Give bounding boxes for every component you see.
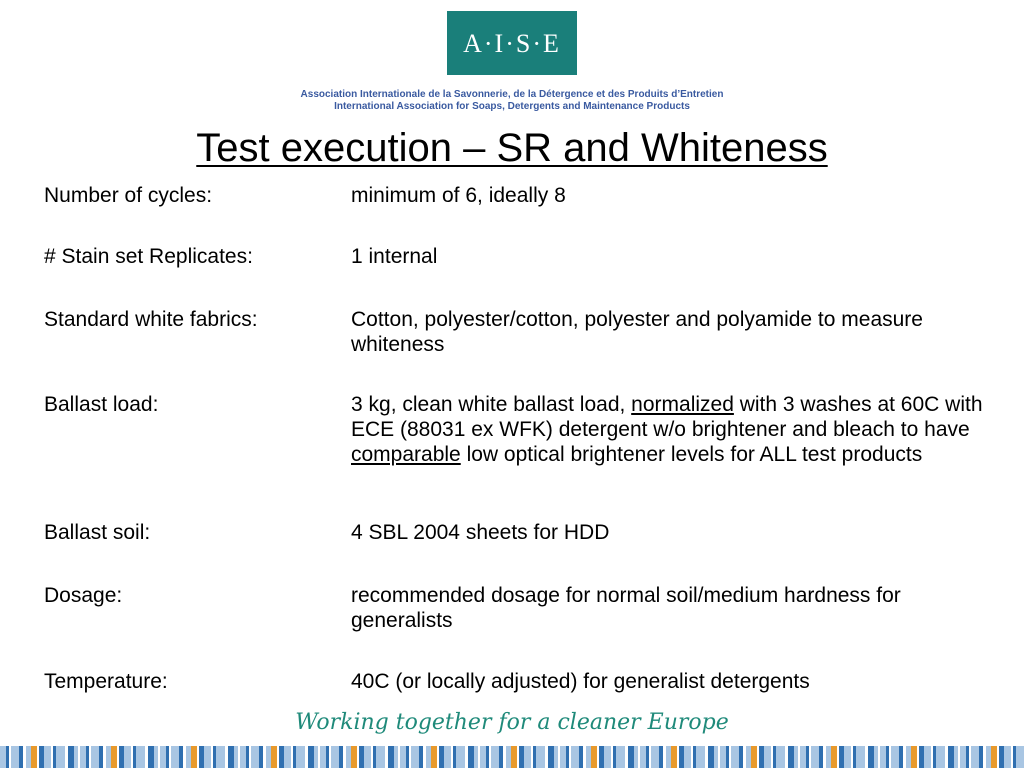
row-label: Ballast soil:: [44, 521, 151, 544]
row-value: 1 internal: [351, 245, 438, 268]
row-value: 4 SBL 2004 sheets for HDD: [351, 521, 610, 544]
aise-logo: [447, 11, 577, 75]
row-label: Ballast load:: [44, 393, 159, 416]
slide-title: Test execution – SR and Whiteness: [196, 126, 828, 170]
slogan: Working together for a cleaner Europe: [295, 710, 729, 735]
decorative-stripe-band: [0, 746, 1024, 768]
association-name-french: Association Internationale de la Savonnerie, de la Détergence et des Produits d’Entretien: [300, 89, 724, 100]
row-value: recommended dosage for normal soil/medium hardness for generalists: [351, 584, 901, 632]
row-label: Standard white fabrics:: [44, 308, 258, 331]
underlined-term-normalized: normalized: [631, 393, 734, 416]
row-label: Dosage:: [44, 584, 123, 607]
row-value: 3 kg, clean white ballast load, normalized with 3 washes at 60C with ECE (88031 ex WFK) detergent w/o brightener and bleach to have comparable low optical brightener levels for ALL test products: [351, 393, 983, 466]
underlined-term-comparable: comparable: [351, 443, 461, 466]
row-value: 40C (or locally adjusted) for generalist detergents: [351, 670, 810, 693]
row-label: Number of cycles:: [44, 184, 213, 207]
row-value: Cotton, polyester/cotton, polyester and polyamide to measure whiteness: [351, 308, 923, 356]
association-name-english: International Association for Soaps, Detergents and Maintenance Products: [334, 101, 690, 112]
aise-logo-mark: A·I·S·E: [463, 29, 561, 58]
row-label: Temperature:: [44, 670, 168, 693]
row-value: minimum of 6, ideally 8: [351, 184, 566, 207]
row-label: # Stain set Replicates:: [44, 245, 253, 268]
